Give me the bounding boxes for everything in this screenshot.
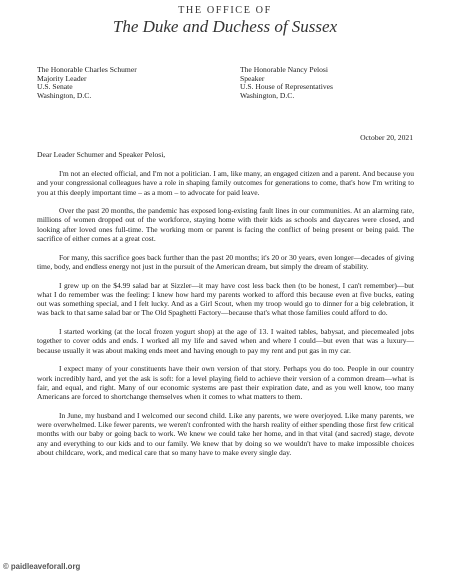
body-paragraph: I grew up on the $4.99 salad bar at Sizzler—it may have cost less back then (to be honest, I can't remember)—but what I do remember was the feeling: I knew how hard my parents worked to afford this because even at five bucks, eating out was something special, and I felt lucky. And as a Girl Scout, when my troop would go to dinner for a big celebration, it was back to that same salad bar or The Old Spaghetti Factory—because that's what those families could afford to do. — [37, 280, 414, 318]
letterhead-office: THE OFFICE OF — [178, 5, 272, 16]
address-line: The Honorable Charles Schumer — [37, 65, 137, 74]
address-line: U.S. Senate — [37, 82, 73, 92]
address-line: Speaker — [240, 73, 265, 83]
body-paragraph: Over the past 20 months, the pandemic has exposed long-existing fault lines in our communities. At an alarming rate, millions of women dropped out of the workforce, staying home with their kids as schools and daycares were closed, and looking after loved ones full-time. The working mom or parent is facing the conflict of being present or being paid. The sacrifice of either comes at a great cost. — [37, 206, 414, 244]
body-paragraph: I'm not an elected official, and I'm not a politician. I am, like many, an engaged citizen and a parent. And because you and your congressional colleagues have a role in shaping family outcomes for generations to come, that's how I'm writing to you at this deeply important time – as a mom – to advocate for paid leave. — [37, 169, 414, 197]
address-line: The Honorable Nancy Pelosi — [240, 65, 328, 74]
body-paragraph: In June, my husband and I welcomed our second child. Like any parents, we were overjoyed. Like many parents, we were overwhelmed. Like fewer parents, we weren't confronted with the harsh reality of either spending those first few critical months with our baby or going back to work. We knew we could take her home, and in that vital (and sacred) stage, devote any and everything to our kids and to our family. We knew that by doing so we wouldn't have to make impossible choices about childcare, work, and medical care that so many have to make every single day. — [37, 410, 414, 457]
address-line: Washington, D.C. — [240, 91, 295, 101]
recipient-address-right — [240, 66, 333, 101]
letter-date: October 20, 2021 — [360, 133, 413, 142]
recipient-address-left — [37, 66, 137, 101]
source-watermark: © paidleaveforall.org — [0, 559, 131, 573]
salutation: Dear Leader Schumer and Speaker Pelosi, — [37, 150, 166, 159]
address-line: Majority Leader — [37, 73, 87, 83]
address-line: Washington, D.C. — [37, 91, 92, 101]
letterhead-name: The Duke and Duchess of Sussex — [112, 17, 338, 36]
body-paragraph: I started working (at the local frozen yogurt shop) at the age of 13. I waited tables, babysat, and piecemealed jobs together to cover odds and ends. I worked all my life and saved when and where I could—but even that was a luxury—because usually it was about making ends meet and having enough to pay my rent and put gas in my car. — [37, 327, 414, 355]
body-paragraph: I expect many of your constituents have their own version of that story. Perhaps you do too. People in our country work incredibly hard, and yet the ask is soft: for a level playing field to achieve their version of a common dream—what is fair, and equal, and right. Many of our economic systems are past their expiration date, and as you well know, too many Americans are forced to shortchange themselves when it comes to what matters to them. — [37, 364, 414, 402]
address-line: U.S. House of Representatives — [240, 82, 334, 92]
body-paragraph: For many, this sacrifice goes back further than the past 20 months; it's 20 or 30 years, even longer—decades of giving time, body, and endless energy not just in the pursuit of the American dream, but simply the dream of stability. — [37, 252, 414, 271]
letter-body — [37, 169, 414, 457]
